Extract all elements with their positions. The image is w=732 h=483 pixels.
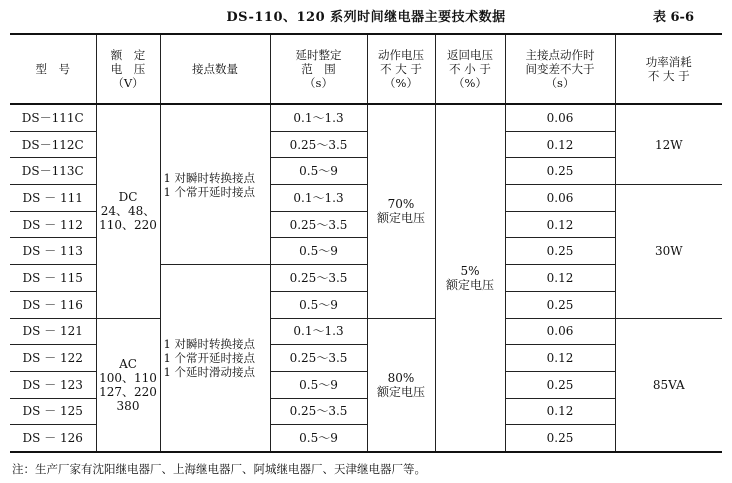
delay-range-cell: 0.5～9 — [270, 291, 367, 318]
contacts-group-b: 1 对瞬时转换接点 1 个常开延时接点 1 个延时滑动接点 — [160, 265, 270, 452]
model-cell: DS － 126 — [10, 425, 96, 452]
delay-range-cell: 0.1～1.3 — [270, 185, 367, 212]
header-row — [10, 34, 722, 104]
header-operate-voltage: 动作电压 不 大 于 （%） — [367, 34, 435, 104]
rated-voltage-dc: DC 24、48、 110、220 — [96, 104, 160, 318]
model-cell: DS － 116 — [10, 291, 96, 318]
footnote: 注：生产厂家有沈阳继电器厂、上海继电器厂、阿城继电器厂、天津继电器厂等。 — [12, 462, 426, 476]
delay-variance-cell: 0.25 — [505, 371, 615, 398]
header-rated-voltage: 额 定 电 压 （V） — [96, 34, 160, 104]
delay-range-cell: 0.25～3.5 — [270, 398, 367, 425]
model-cell: DS － 112 — [10, 211, 96, 238]
contacts-group-a: 1 对瞬时转换接点 1 个常开延时接点 — [160, 104, 270, 265]
delay-range-cell: 0.5～9 — [270, 238, 367, 265]
delay-range-cell: 0.25～3.5 — [270, 131, 367, 158]
header-delay-range: 延时整定 范 围 （s） — [270, 34, 367, 104]
release-voltage-all: 5% 额定电压 — [435, 104, 505, 452]
table-row — [10, 104, 722, 131]
delay-range-cell: 0.25～3.5 — [270, 345, 367, 372]
model-cell: DS － 125 — [10, 398, 96, 425]
delay-variance-cell: 0.25 — [505, 291, 615, 318]
delay-variance-cell: 0.12 — [505, 345, 615, 372]
header-release-voltage: 返回电压 不 小 于 （%） — [435, 34, 505, 104]
model-cell: DS － 113 — [10, 238, 96, 265]
delay-variance-cell: 0.25 — [505, 425, 615, 452]
rated-voltage-ac: AC 100、110 127、220 380 — [96, 318, 160, 452]
delay-range-cell: 0.5～9 — [270, 158, 367, 185]
delay-range-cell: 0.25～3.5 — [270, 265, 367, 292]
delay-variance-cell: 0.12 — [505, 398, 615, 425]
delay-variance-cell: 0.25 — [505, 158, 615, 185]
operate-voltage-dc: 70% 额定电压 — [367, 104, 435, 318]
delay-range-cell: 0.5～9 — [270, 425, 367, 452]
table-title: DS-110、120 系列时间继电器主要技术数据 — [226, 10, 506, 25]
model-cell: DS － 122 — [10, 345, 96, 372]
model-cell: DS － 111 — [10, 185, 96, 212]
delay-range-cell: 0.25～3.5 — [270, 211, 367, 238]
model-cell: DS － 115 — [10, 265, 96, 292]
delay-variance-cell: 0.12 — [505, 265, 615, 292]
table-row — [10, 318, 722, 345]
model-cell: DS － 121 — [10, 318, 96, 345]
delay-range-cell: 0.1～1.3 — [270, 104, 367, 131]
delay-variance-cell: 0.06 — [505, 104, 615, 131]
header-model: 型 号 — [10, 34, 96, 104]
delay-range-cell: 0.1～1.3 — [270, 318, 367, 345]
delay-variance-cell: 0.25 — [505, 238, 615, 265]
header-main-contact-delay: 主接点动作时 间变差不大于 （s） — [505, 34, 615, 104]
power-12w: 12W — [615, 104, 722, 185]
relay-specs-table — [10, 33, 722, 453]
header-contacts: 接点数量 — [160, 34, 270, 104]
header-power: 功率消耗 不 大 于 — [615, 34, 722, 104]
power-85va: 85VA — [615, 318, 722, 452]
delay-variance-cell: 0.12 — [505, 131, 615, 158]
operate-voltage-ac: 80% 额定电压 — [367, 318, 435, 452]
delay-range-cell: 0.5～9 — [270, 371, 367, 398]
model-cell: DS－113C — [10, 158, 96, 185]
model-cell: DS－111C — [10, 104, 96, 131]
model-cell: DS－112C — [10, 131, 96, 158]
model-cell: DS － 123 — [10, 371, 96, 398]
delay-variance-cell: 0.12 — [505, 211, 615, 238]
delay-variance-cell: 0.06 — [505, 318, 615, 345]
table-number: 表 6-6 — [652, 10, 694, 25]
power-30w: 30W — [615, 185, 722, 318]
delay-variance-cell: 0.06 — [505, 185, 615, 212]
